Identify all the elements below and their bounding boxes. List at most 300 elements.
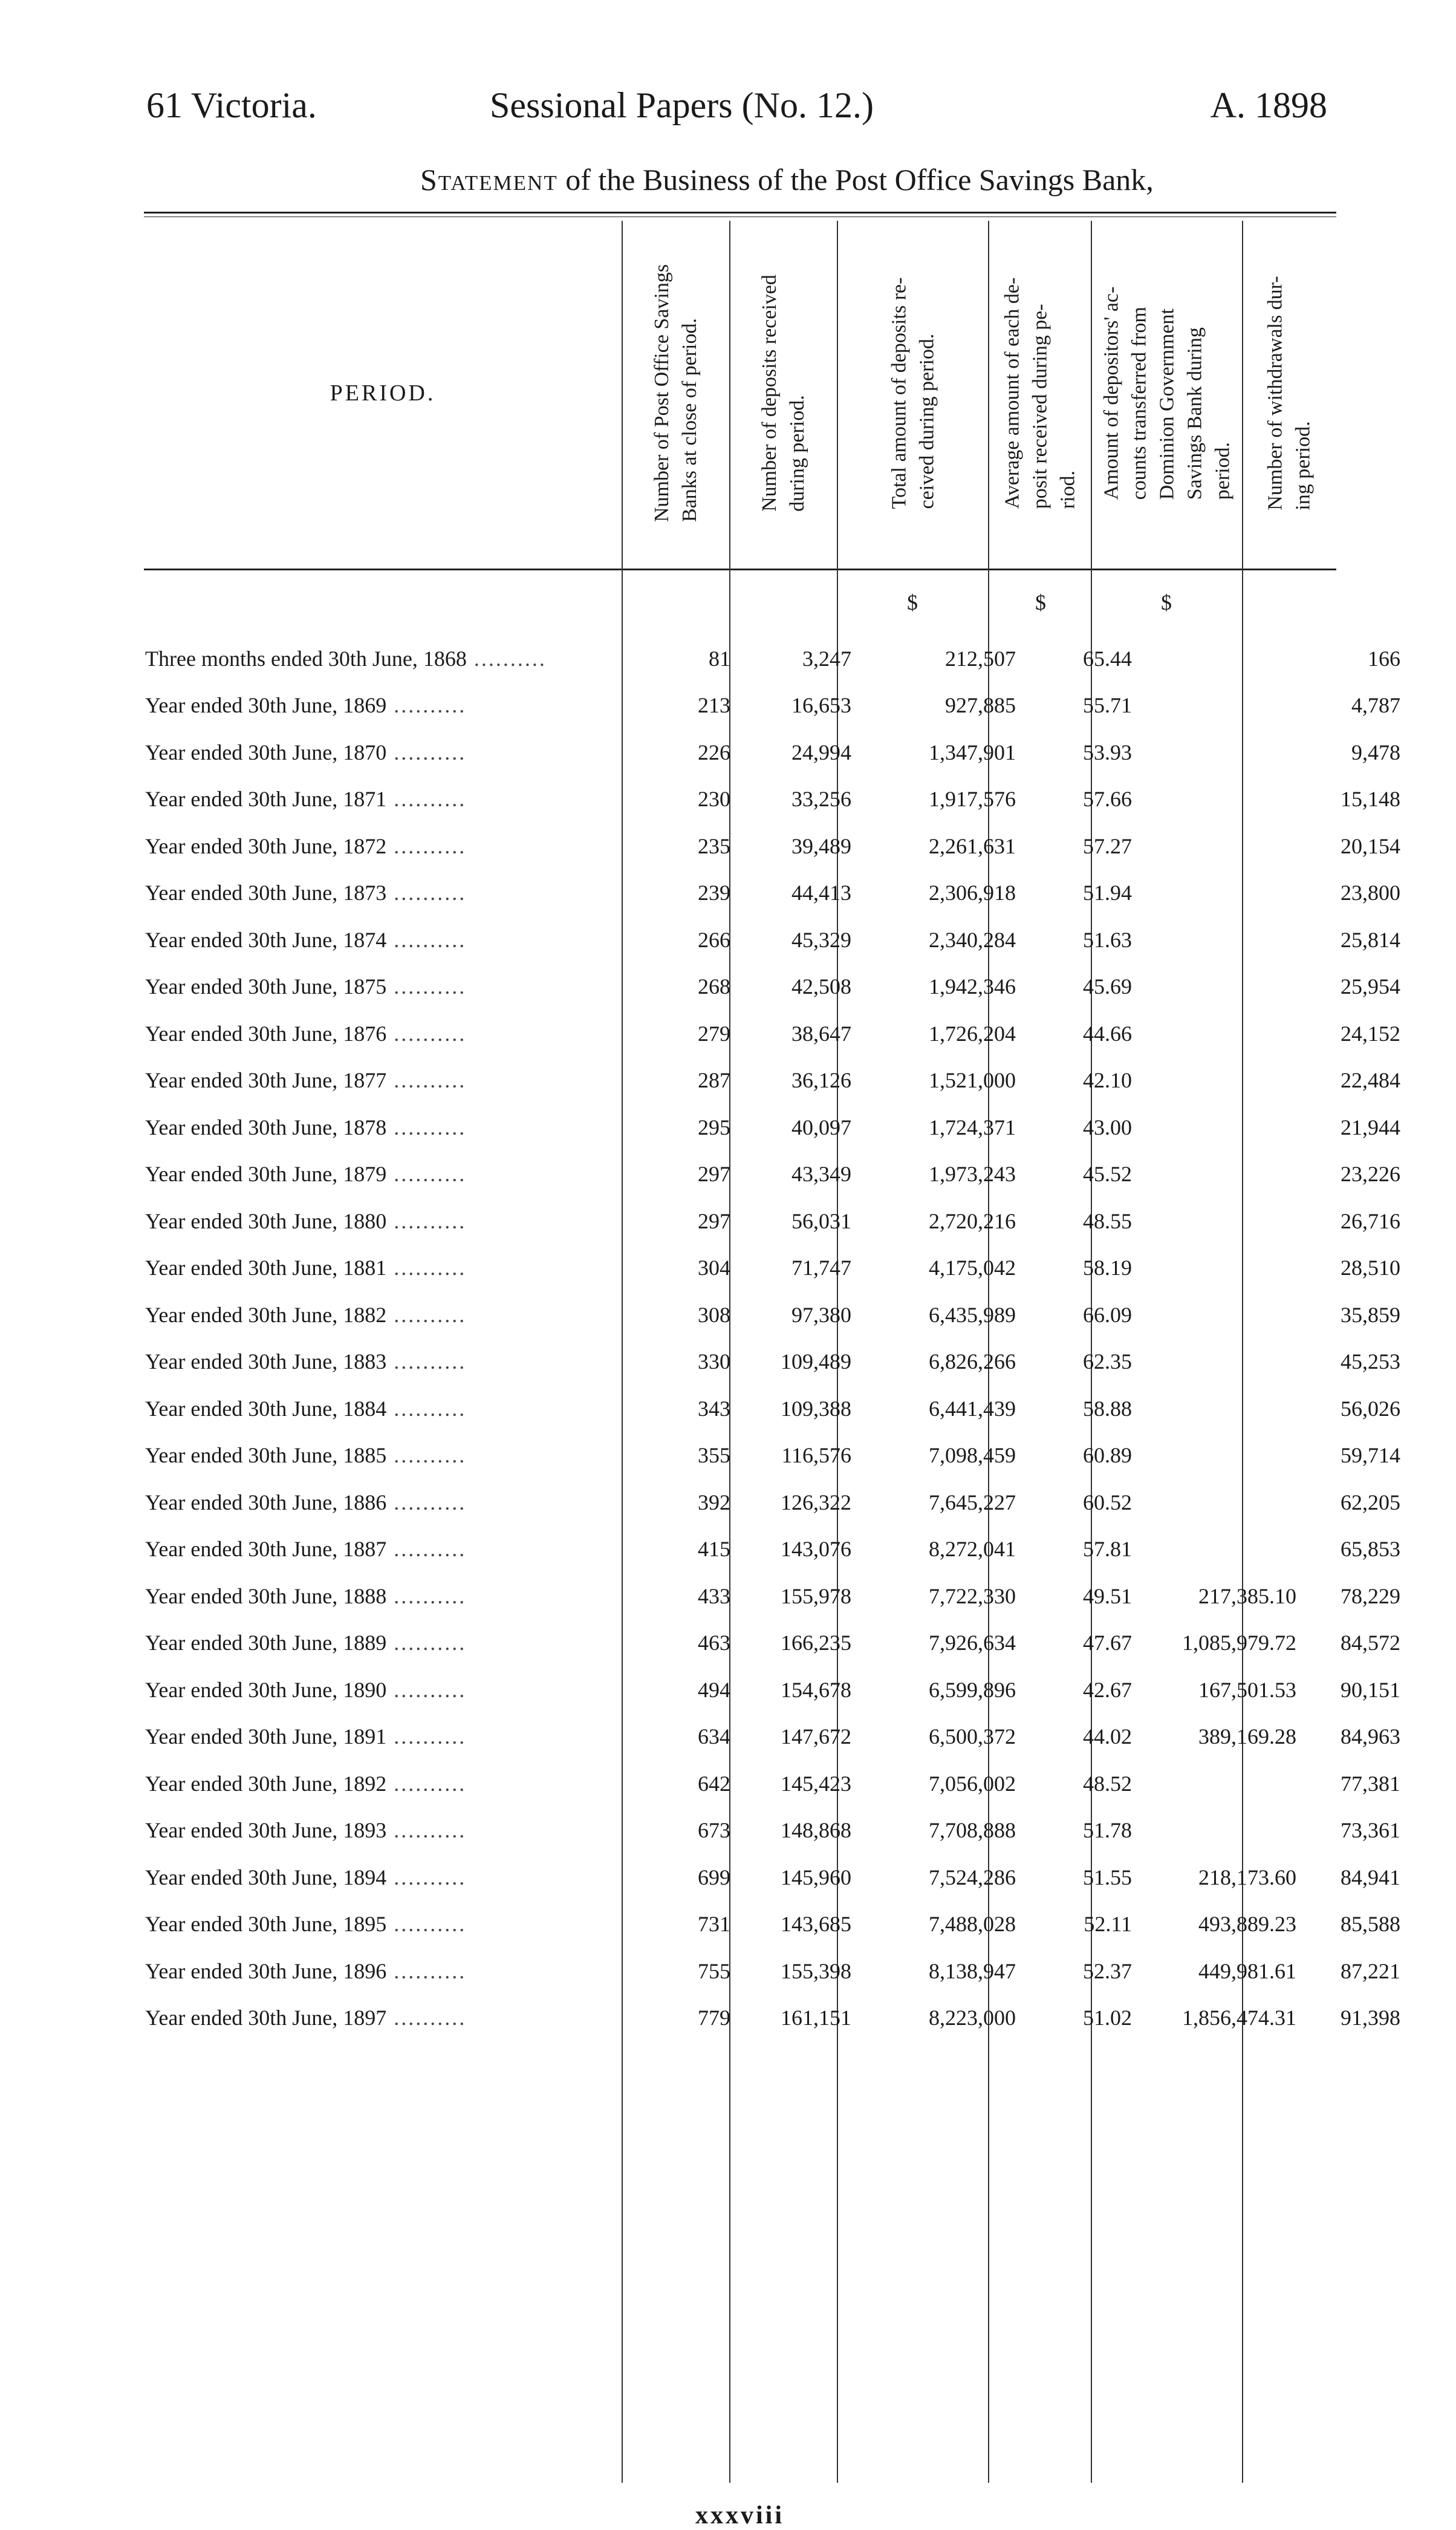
table-row [144, 1432, 1414, 1479]
table-row [144, 1995, 1414, 2042]
period-cell [144, 1666, 623, 1713]
deposits-amount-cell: 7,488,028 [929, 1912, 1016, 1937]
leader-dots: .......... [386, 1583, 467, 1608]
unit-col3: $ [907, 590, 918, 615]
banks-cell: 392 [698, 1490, 730, 1514]
withdrawals-cell: 90,151 [1341, 1677, 1400, 1702]
running-head-center: Sessional Papers (No. 12.) [490, 85, 874, 125]
deposits-amount-cell: 2,340,284 [929, 927, 1016, 952]
table-row [144, 1666, 1414, 1713]
table-row [144, 823, 1414, 870]
transfers-cell [1145, 1104, 1310, 1151]
leader-dots: .......... [386, 1818, 467, 1843]
period-cell [144, 1010, 623, 1057]
table-row [144, 1854, 1414, 1901]
banks-cell: 304 [698, 1256, 730, 1280]
period-label: Year ended 30th June, 1877 [145, 1068, 387, 1093]
period-cell [144, 682, 623, 729]
withdrawals-cell: 26,716 [1341, 1208, 1400, 1233]
period-cell [144, 1526, 623, 1573]
deposits-count-cell: 45,329 [791, 927, 851, 952]
header-col5-line: period. [1211, 442, 1234, 500]
header-col5-line: Amount of depositors' ac- [1100, 286, 1123, 500]
leader-dots: .......... [386, 1115, 467, 1139]
banks-cell: 81 [709, 646, 730, 671]
leader-dots: .......... [386, 1958, 467, 1983]
transfers-cell [1145, 1338, 1310, 1386]
deposits-count-cell: 36,126 [791, 1068, 851, 1093]
leader-dots: .......... [386, 1677, 467, 1702]
average-deposit-cell: 49.51 [1083, 1583, 1132, 1608]
period-label: Year ended 30th June, 1888 [145, 1583, 387, 1608]
leader-dots: .......... [386, 1349, 467, 1374]
statement-table-body [144, 635, 1414, 2041]
leader-dots: .......... [386, 1724, 467, 1749]
banks-cell: 673 [698, 1818, 730, 1843]
banks-cell: 731 [698, 1912, 730, 1937]
withdrawals-cell: 35,859 [1341, 1302, 1400, 1327]
period-label: Year ended 30th June, 1880 [145, 1208, 387, 1233]
transfers-cell: 389,169.28 [1198, 1724, 1296, 1749]
deposits-amount-cell: 1,942,346 [929, 974, 1016, 999]
average-deposit-cell: 60.89 [1083, 1443, 1132, 1468]
deposits-amount-cell: 1,917,576 [929, 787, 1016, 812]
deposits-count-cell: 143,685 [781, 1912, 851, 1937]
header-col4-line: riod. [1056, 471, 1079, 509]
transfers-cell [1145, 1198, 1310, 1245]
period-label: Year ended 30th June, 1871 [145, 787, 387, 812]
transfers-cell [1145, 1526, 1310, 1573]
period-label: Year ended 30th June, 1884 [145, 1396, 387, 1421]
period-cell [144, 1901, 623, 1948]
leader-dots: .......... [386, 1912, 467, 1937]
average-deposit-cell: 51.94 [1083, 881, 1132, 905]
header-col4-line: Average amount of each de- [1001, 277, 1023, 509]
deposits-amount-cell: 8,138,947 [929, 1958, 1016, 1983]
banks-cell: 235 [698, 833, 730, 858]
withdrawals-cell: 59,714 [1341, 1443, 1400, 1468]
banks-cell: 355 [698, 1443, 730, 1468]
period-cell [144, 916, 623, 963]
leader-dots: .......... [386, 974, 467, 999]
deposits-amount-cell: 4,175,042 [929, 1256, 1016, 1280]
header-col6-line: ing period. [1292, 421, 1315, 510]
period-label: Year ended 30th June, 1872 [145, 833, 387, 858]
table-row [144, 1620, 1414, 1667]
period-cell [144, 870, 623, 917]
deposits-count-cell: 44,413 [791, 881, 851, 905]
banks-cell: 239 [698, 881, 730, 905]
statement-title-rest: of the Business of the Post Office Savings Bank, [557, 163, 1154, 197]
header-col3 [838, 221, 988, 566]
transfers-cell [1145, 729, 1310, 776]
leader-dots: .......... [386, 740, 467, 765]
deposits-count-cell: 71,747 [791, 1256, 851, 1280]
transfers-cell [1145, 963, 1310, 1011]
period-label: Year ended 30th June, 1890 [145, 1677, 387, 1702]
leader-dots: .......... [386, 1256, 467, 1280]
leader-dots: .......... [386, 1865, 467, 1889]
header-rule [144, 569, 1336, 570]
deposits-count-cell: 145,960 [781, 1865, 851, 1889]
page-folio: xxxviii [695, 2502, 785, 2529]
deposits-count-cell: 24,994 [791, 740, 851, 765]
period-label: Year ended 30th June, 1881 [145, 1256, 387, 1280]
leader-dots: .......... [386, 1396, 467, 1421]
deposits-amount-cell: 212,507 [945, 646, 1016, 671]
leader-dots: .......... [386, 2006, 467, 2030]
deposits-count-cell: 56,031 [791, 1208, 851, 1233]
running-head [139, 85, 1333, 133]
deposits-count-cell: 43,349 [791, 1162, 851, 1187]
banks-cell: 226 [698, 740, 730, 765]
leader-dots: .......... [386, 1537, 467, 1562]
banks-cell: 266 [698, 927, 730, 952]
withdrawals-cell: 77,381 [1341, 1771, 1400, 1796]
transfers-cell: 493,889.23 [1198, 1912, 1296, 1937]
banks-cell: 415 [698, 1537, 730, 1562]
deposits-amount-cell: 927,885 [945, 693, 1016, 718]
leader-dots: .......... [466, 646, 547, 671]
transfers-cell [1145, 635, 1310, 682]
banks-cell: 268 [698, 974, 730, 999]
average-deposit-cell: 51.02 [1083, 2006, 1132, 2030]
banks-cell: 213 [698, 693, 730, 718]
deposits-amount-cell: 7,722,330 [929, 1583, 1016, 1608]
transfers-cell: 449,981.61 [1198, 1958, 1296, 1983]
deposits-amount-cell: 1,726,204 [929, 1021, 1016, 1046]
table-row [144, 1010, 1414, 1057]
period-label: Year ended 30th June, 1891 [145, 1724, 387, 1749]
banks-cell: 779 [698, 2006, 730, 2030]
average-deposit-cell: 55.71 [1083, 693, 1132, 718]
header-col5-line: Savings Bank during [1183, 327, 1206, 500]
table-row [144, 1151, 1414, 1198]
transfers-cell [1145, 823, 1310, 870]
average-deposit-cell: 53.93 [1083, 740, 1132, 765]
period-label: Year ended 30th June, 1893 [145, 1818, 387, 1843]
average-deposit-cell: 44.02 [1083, 1724, 1132, 1749]
period-cell [144, 1432, 623, 1479]
withdrawals-cell: 84,572 [1341, 1631, 1400, 1655]
transfers-cell [1145, 1479, 1310, 1526]
average-deposit-cell: 45.69 [1083, 974, 1132, 999]
banks-cell: 297 [698, 1162, 730, 1187]
header-col1 [623, 221, 729, 566]
withdrawals-cell: 28,510 [1341, 1256, 1400, 1280]
header-col5-line: Dominion Government [1155, 308, 1178, 500]
withdrawals-cell: 4,787 [1351, 693, 1400, 718]
period-label: Year ended 30th June, 1894 [145, 1865, 387, 1889]
leader-dots: .......... [386, 1302, 467, 1327]
running-head-left: 61 Victoria. [146, 85, 317, 125]
header-col3-line: ceived during period. [915, 333, 938, 509]
unit-col5: $ [1161, 590, 1172, 615]
banks-cell: 297 [698, 1208, 730, 1233]
deposits-amount-cell: 1,973,243 [929, 1162, 1016, 1187]
deposits-count-cell: 42,508 [791, 974, 851, 999]
transfers-cell: 217,385.10 [1198, 1583, 1296, 1608]
banks-cell: 699 [698, 1865, 730, 1889]
average-deposit-cell: 43.00 [1083, 1115, 1132, 1139]
header-col2 [730, 221, 837, 566]
table-row [144, 1573, 1414, 1620]
table-row [144, 1291, 1414, 1338]
deposits-count-cell: 143,076 [781, 1537, 851, 1562]
withdrawals-cell: 25,814 [1341, 927, 1400, 952]
withdrawals-cell: 84,963 [1341, 1724, 1400, 1749]
transfers-cell [1145, 1385, 1310, 1432]
transfers-cell: 218,173.60 [1198, 1865, 1296, 1889]
table-row [144, 1760, 1414, 1807]
period-cell [144, 1151, 623, 1198]
table-row [144, 682, 1414, 729]
deposits-amount-cell: 1,724,371 [929, 1115, 1016, 1139]
deposits-count-cell: 109,489 [781, 1349, 851, 1374]
withdrawals-cell: 65,853 [1341, 1537, 1400, 1562]
banks-cell: 463 [698, 1631, 730, 1655]
period-label: Year ended 30th June, 1878 [145, 1115, 387, 1139]
leader-dots: .......... [386, 1631, 467, 1655]
period-cell [144, 1948, 623, 1995]
header-col5 [1092, 221, 1242, 566]
header-col6-line: Number of withdrawals dur- [1264, 276, 1287, 510]
deposits-amount-cell: 1,347,901 [929, 740, 1016, 765]
leader-dots: .......... [386, 693, 467, 718]
deposits-amount-cell: 7,926,634 [929, 1631, 1016, 1655]
period-cell [144, 1760, 623, 1807]
period-cell [144, 963, 623, 1011]
header-col4 [989, 221, 1091, 566]
banks-cell: 279 [698, 1021, 730, 1046]
period-label: Year ended 30th June, 1873 [145, 881, 387, 905]
average-deposit-cell: 66.09 [1083, 1302, 1132, 1327]
table-row [144, 776, 1414, 823]
period-label: Year ended 30th June, 1876 [145, 1021, 387, 1046]
deposits-count-cell: 39,489 [791, 833, 851, 858]
transfers-cell: 167,501.53 [1198, 1677, 1296, 1702]
banks-cell: 308 [698, 1302, 730, 1327]
header-col4-line: posit received during pe- [1029, 304, 1051, 509]
deposits-amount-cell: 7,645,227 [929, 1490, 1016, 1514]
table-row [144, 729, 1414, 776]
period-cell [144, 1057, 623, 1104]
banks-cell: 295 [698, 1115, 730, 1139]
table-row [144, 963, 1414, 1011]
deposits-amount-cell: 6,599,896 [929, 1677, 1016, 1702]
banks-cell: 755 [698, 1958, 730, 1983]
average-deposit-cell: 57.27 [1083, 833, 1132, 858]
average-deposit-cell: 58.19 [1083, 1256, 1132, 1280]
period-cell [144, 635, 623, 682]
leader-dots: .......... [386, 1162, 467, 1187]
average-deposit-cell: 65.44 [1083, 646, 1132, 671]
withdrawals-cell: 84,941 [1341, 1865, 1400, 1889]
period-label: Year ended 30th June, 1870 [145, 740, 387, 765]
deposits-amount-cell: 2,261,631 [929, 833, 1016, 858]
deposits-amount-cell: 7,708,888 [929, 1818, 1016, 1843]
header-period [144, 221, 622, 566]
deposits-count-cell: 155,398 [781, 1958, 851, 1983]
withdrawals-cell: 45,253 [1341, 1349, 1400, 1374]
deposits-count-cell: 3,247 [802, 646, 851, 671]
banks-cell: 287 [698, 1068, 730, 1093]
transfers-cell [1145, 1057, 1310, 1104]
leader-dots: .......... [386, 1771, 467, 1796]
deposits-count-cell: 148,868 [781, 1818, 851, 1843]
header-col2-line: Number of deposits received [758, 275, 781, 512]
deposits-amount-cell: 2,306,918 [929, 881, 1016, 905]
deposits-amount-cell: 2,720,216 [929, 1208, 1016, 1233]
leader-dots: .......... [386, 1490, 467, 1514]
average-deposit-cell: 57.81 [1083, 1537, 1132, 1562]
leader-dots: .......... [386, 833, 467, 858]
average-deposit-cell: 58.88 [1083, 1396, 1132, 1421]
period-label: Three months ended 30th June, 1868 [145, 646, 467, 671]
average-deposit-cell: 62.35 [1083, 1349, 1132, 1374]
header-col3-line: Total amount of deposits re- [888, 277, 910, 509]
deposits-amount-cell: 6,500,372 [929, 1724, 1016, 1749]
deposits-amount-cell: 1,521,000 [929, 1068, 1016, 1093]
period-cell [144, 1573, 623, 1620]
table-row [144, 1807, 1414, 1854]
period-cell [144, 776, 623, 823]
table-row [144, 1104, 1414, 1151]
transfers-cell [1145, 1760, 1310, 1807]
period-cell [144, 1385, 623, 1432]
deposits-count-cell: 33,256 [791, 787, 851, 812]
withdrawals-cell: 87,221 [1341, 1958, 1400, 1983]
leader-dots: .......... [386, 881, 467, 905]
table-row [144, 1198, 1414, 1245]
table-row [144, 1385, 1414, 1432]
deposits-count-cell: 154,678 [781, 1677, 851, 1702]
table-row [144, 1245, 1414, 1292]
period-cell [144, 1338, 623, 1386]
average-deposit-cell: 48.55 [1083, 1208, 1132, 1233]
period-label: Year ended 30th June, 1869 [145, 693, 387, 718]
period-cell [144, 1995, 623, 2042]
withdrawals-cell: 56,026 [1341, 1396, 1400, 1421]
banks-cell: 330 [698, 1349, 730, 1374]
period-label: Year ended 30th June, 1882 [145, 1302, 387, 1327]
banks-cell: 343 [698, 1396, 730, 1421]
header-col1-line: Number of Post Office Savings [651, 264, 673, 523]
transfers-cell [1145, 1010, 1310, 1057]
withdrawals-cell: 9,478 [1351, 740, 1400, 765]
period-label: Year ended 30th June, 1883 [145, 1349, 387, 1374]
period-label: Year ended 30th June, 1892 [145, 1771, 387, 1796]
unit-col4: $ [1035, 590, 1046, 615]
deposits-amount-cell: 6,441,439 [929, 1396, 1016, 1421]
leader-dots: .......... [386, 1021, 467, 1046]
period-label: Year ended 30th June, 1886 [145, 1490, 387, 1514]
statement-table [144, 635, 1414, 2041]
header-period-label: PERIOD. [330, 380, 436, 406]
table-row [144, 870, 1414, 917]
statement-title [420, 162, 1154, 197]
deposits-amount-cell: 7,056,002 [929, 1771, 1016, 1796]
period-cell [144, 1713, 623, 1761]
average-deposit-cell: 42.10 [1083, 1068, 1132, 1093]
withdrawals-cell: 23,800 [1341, 881, 1400, 905]
period-cell [144, 1104, 623, 1151]
banks-cell: 494 [698, 1677, 730, 1702]
table-row [144, 1901, 1414, 1948]
withdrawals-cell: 20,154 [1341, 833, 1400, 858]
transfers-cell [1145, 1291, 1310, 1338]
deposits-count-cell: 40,097 [791, 1115, 851, 1139]
table-row [144, 1713, 1414, 1761]
period-label: Year ended 30th June, 1879 [145, 1162, 387, 1187]
running-head-right: A. 1898 [1210, 85, 1327, 125]
withdrawals-cell: 85,588 [1341, 1912, 1400, 1937]
period-cell [144, 823, 623, 870]
withdrawals-cell: 23,226 [1341, 1162, 1400, 1187]
withdrawals-cell: 22,484 [1341, 1068, 1400, 1093]
withdrawals-cell: 73,361 [1341, 1818, 1400, 1843]
transfers-cell [1145, 916, 1310, 963]
transfers-cell [1145, 1151, 1310, 1198]
period-label: Year ended 30th June, 1896 [145, 1958, 387, 1983]
average-deposit-cell: 51.78 [1083, 1818, 1132, 1843]
deposits-count-cell: 38,647 [791, 1021, 851, 1046]
leader-dots: .......... [386, 1208, 467, 1233]
withdrawals-cell: 25,954 [1341, 974, 1400, 999]
withdrawals-cell: 91,398 [1341, 2006, 1400, 2030]
leader-dots: .......... [386, 1068, 467, 1093]
table-row [144, 1948, 1414, 1995]
average-deposit-cell: 42.67 [1083, 1677, 1132, 1702]
deposits-count-cell: 145,423 [781, 1771, 851, 1796]
transfers-cell [1145, 1807, 1310, 1854]
period-label: Year ended 30th June, 1889 [145, 1631, 387, 1655]
average-deposit-cell: 57.66 [1083, 787, 1132, 812]
deposits-count-cell: 155,978 [781, 1583, 851, 1608]
header-col2-line: during period. [786, 395, 809, 512]
deposits-count-cell: 147,672 [781, 1724, 851, 1749]
header-col1-line: Banks at close of period. [678, 318, 701, 523]
leader-dots: .......... [386, 787, 467, 812]
deposits-amount-cell: 8,223,000 [929, 2006, 1016, 2030]
table-row [144, 1526, 1414, 1573]
banks-cell: 230 [698, 787, 730, 812]
average-deposit-cell: 52.11 [1084, 1912, 1132, 1937]
deposits-count-cell: 166,235 [781, 1631, 851, 1655]
period-cell [144, 1479, 623, 1526]
header-col5-line: counts transferred from [1128, 307, 1151, 500]
leader-dots: .......... [386, 927, 467, 952]
table-row [144, 916, 1414, 963]
average-deposit-cell: 45.52 [1083, 1162, 1132, 1187]
table-row [144, 1057, 1414, 1104]
transfers-cell: 1,085,979.72 [1182, 1631, 1296, 1655]
period-label: Year ended 30th June, 1875 [145, 974, 387, 999]
transfers-cell [1145, 870, 1310, 917]
deposits-amount-cell: 6,435,989 [929, 1302, 1016, 1327]
deposits-count-cell: 116,576 [781, 1443, 851, 1468]
deposits-count-cell: 126,322 [781, 1490, 851, 1514]
banks-cell: 642 [698, 1771, 730, 1796]
period-label: Year ended 30th June, 1887 [145, 1537, 387, 1562]
withdrawals-cell: 21,944 [1341, 1115, 1400, 1139]
statement-title-smallcaps: Statement [420, 163, 558, 197]
deposits-amount-cell: 7,524,286 [929, 1865, 1016, 1889]
average-deposit-cell: 48.52 [1083, 1771, 1132, 1796]
deposits-count-cell: 97,380 [791, 1302, 851, 1327]
period-label: Year ended 30th June, 1895 [145, 1912, 387, 1937]
withdrawals-cell: 62,205 [1341, 1490, 1400, 1514]
